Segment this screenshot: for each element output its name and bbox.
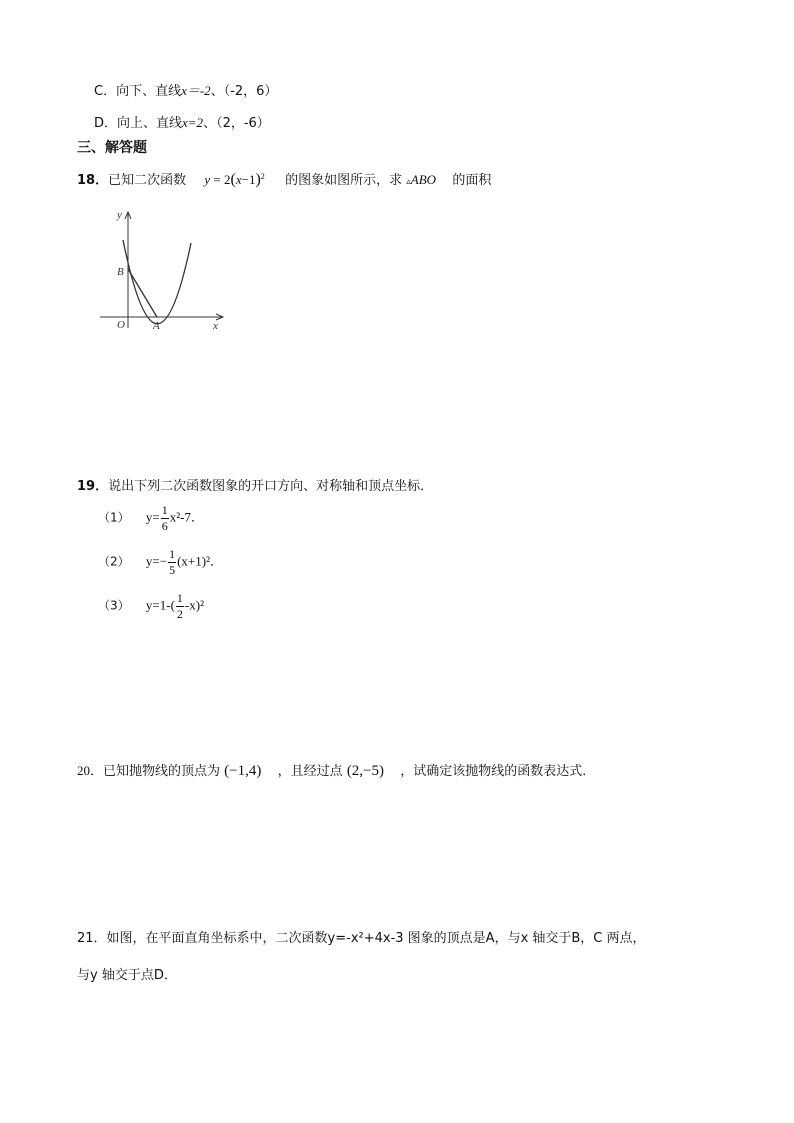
q19-item-1-label: （1） xyxy=(98,510,130,525)
question-21-line-2: 与y 轴交于点D． xyxy=(77,968,177,983)
q18-eq-exp: 2 xyxy=(260,172,265,181)
q19-item-2-label: （2） xyxy=(98,554,130,569)
q19-item-3-num: 1 xyxy=(176,591,183,605)
q18-paren-close: ) xyxy=(255,171,261,188)
q20-number: 20． xyxy=(77,763,104,778)
segment-ba xyxy=(128,269,157,317)
option-d-sep: 、 xyxy=(203,116,217,131)
option-c-point: （-2，6） xyxy=(223,84,278,99)
q19-item-2-pre: y=− xyxy=(145,553,168,569)
q19-item-3-pre: y=1-( xyxy=(145,597,175,613)
q19-item-1-pre: y= xyxy=(145,509,160,525)
q20-mid: ，且经过点 xyxy=(277,764,343,779)
q20-pre: 已知抛物线的顶点为 xyxy=(103,764,221,779)
q18-eq-lhs: y xyxy=(204,172,211,187)
q19-text: 说出下列二次函数图象的开口方向、对称轴和顶点坐标． xyxy=(108,479,434,494)
q18-eq-rest: −1 xyxy=(241,172,256,187)
question-19 xyxy=(77,480,433,493)
q20-point-2: (2,−5) xyxy=(346,763,385,779)
q20-point-1: (−1,4) xyxy=(224,763,262,779)
q19-item-2-den: 5 xyxy=(169,562,176,577)
option-d-point: （2，-6） xyxy=(216,116,270,131)
parabola-curve xyxy=(123,240,191,324)
x-axis-label: x xyxy=(213,320,218,332)
q19-item-3-label: （3） xyxy=(98,598,130,613)
q19-item-1-den: 6 xyxy=(161,518,168,533)
option-d xyxy=(94,116,270,130)
option-d-label: D．向上、直线 xyxy=(94,116,183,131)
option-c-equation: x＝-2 xyxy=(181,83,211,98)
q19-item-3 xyxy=(98,592,204,620)
question-20 xyxy=(77,764,595,779)
q18-eq-x: x xyxy=(235,172,242,187)
point-b-label: B xyxy=(117,266,124,278)
q19-item-2 xyxy=(98,548,223,576)
q19-item-2-fraction xyxy=(168,548,176,576)
q20-post: ，试确定该抛物线的函数表达式． xyxy=(400,764,596,779)
option-c xyxy=(94,84,277,98)
q19-item-3-den: 2 xyxy=(176,606,183,621)
q19-item-2-num: 1 xyxy=(169,547,176,561)
q18-tail: 的面积 xyxy=(452,173,492,188)
q19-number: 19． xyxy=(77,479,109,494)
triangle-icon: ▵ xyxy=(406,177,411,187)
q18-tri-name: ABO xyxy=(410,172,437,187)
q18-paren-open: ( xyxy=(230,171,236,188)
q19-item-2-post: (x+1)²． xyxy=(177,553,223,569)
option-d-equation: x=2 xyxy=(182,115,204,130)
section-title: 三、解答题 xyxy=(77,140,147,156)
q18-number: 18． xyxy=(77,173,109,188)
q19-item-3-fraction xyxy=(176,592,184,620)
option-c-label: C．向下、直线 xyxy=(94,84,182,99)
q19-item-1-post: x²-7． xyxy=(169,509,204,525)
q19-item-1 xyxy=(98,504,204,532)
question-18 xyxy=(77,172,491,188)
q19-item-1-fraction xyxy=(161,504,169,532)
question-21-line-1: 21．如图，在平面直角坐标系中，二次函数y=-x²+4x-3 图象的顶点是A，与x 轴交于B，C 两点， xyxy=(77,931,646,946)
point-a-label: A xyxy=(153,320,160,332)
q19-item-1-num: 1 xyxy=(161,503,168,517)
q19-item-3-post: -x)² xyxy=(184,597,204,613)
q18-figure xyxy=(96,203,236,335)
origin-label: O xyxy=(117,319,125,331)
option-c-sep: 、 xyxy=(210,84,224,99)
q18-eq-mid: = 2 xyxy=(210,172,231,187)
q18-post: 的图象如图所示，求 xyxy=(285,173,403,188)
y-axis-label: y xyxy=(117,209,122,221)
q18-pre: 已知二次函数 xyxy=(108,173,187,188)
